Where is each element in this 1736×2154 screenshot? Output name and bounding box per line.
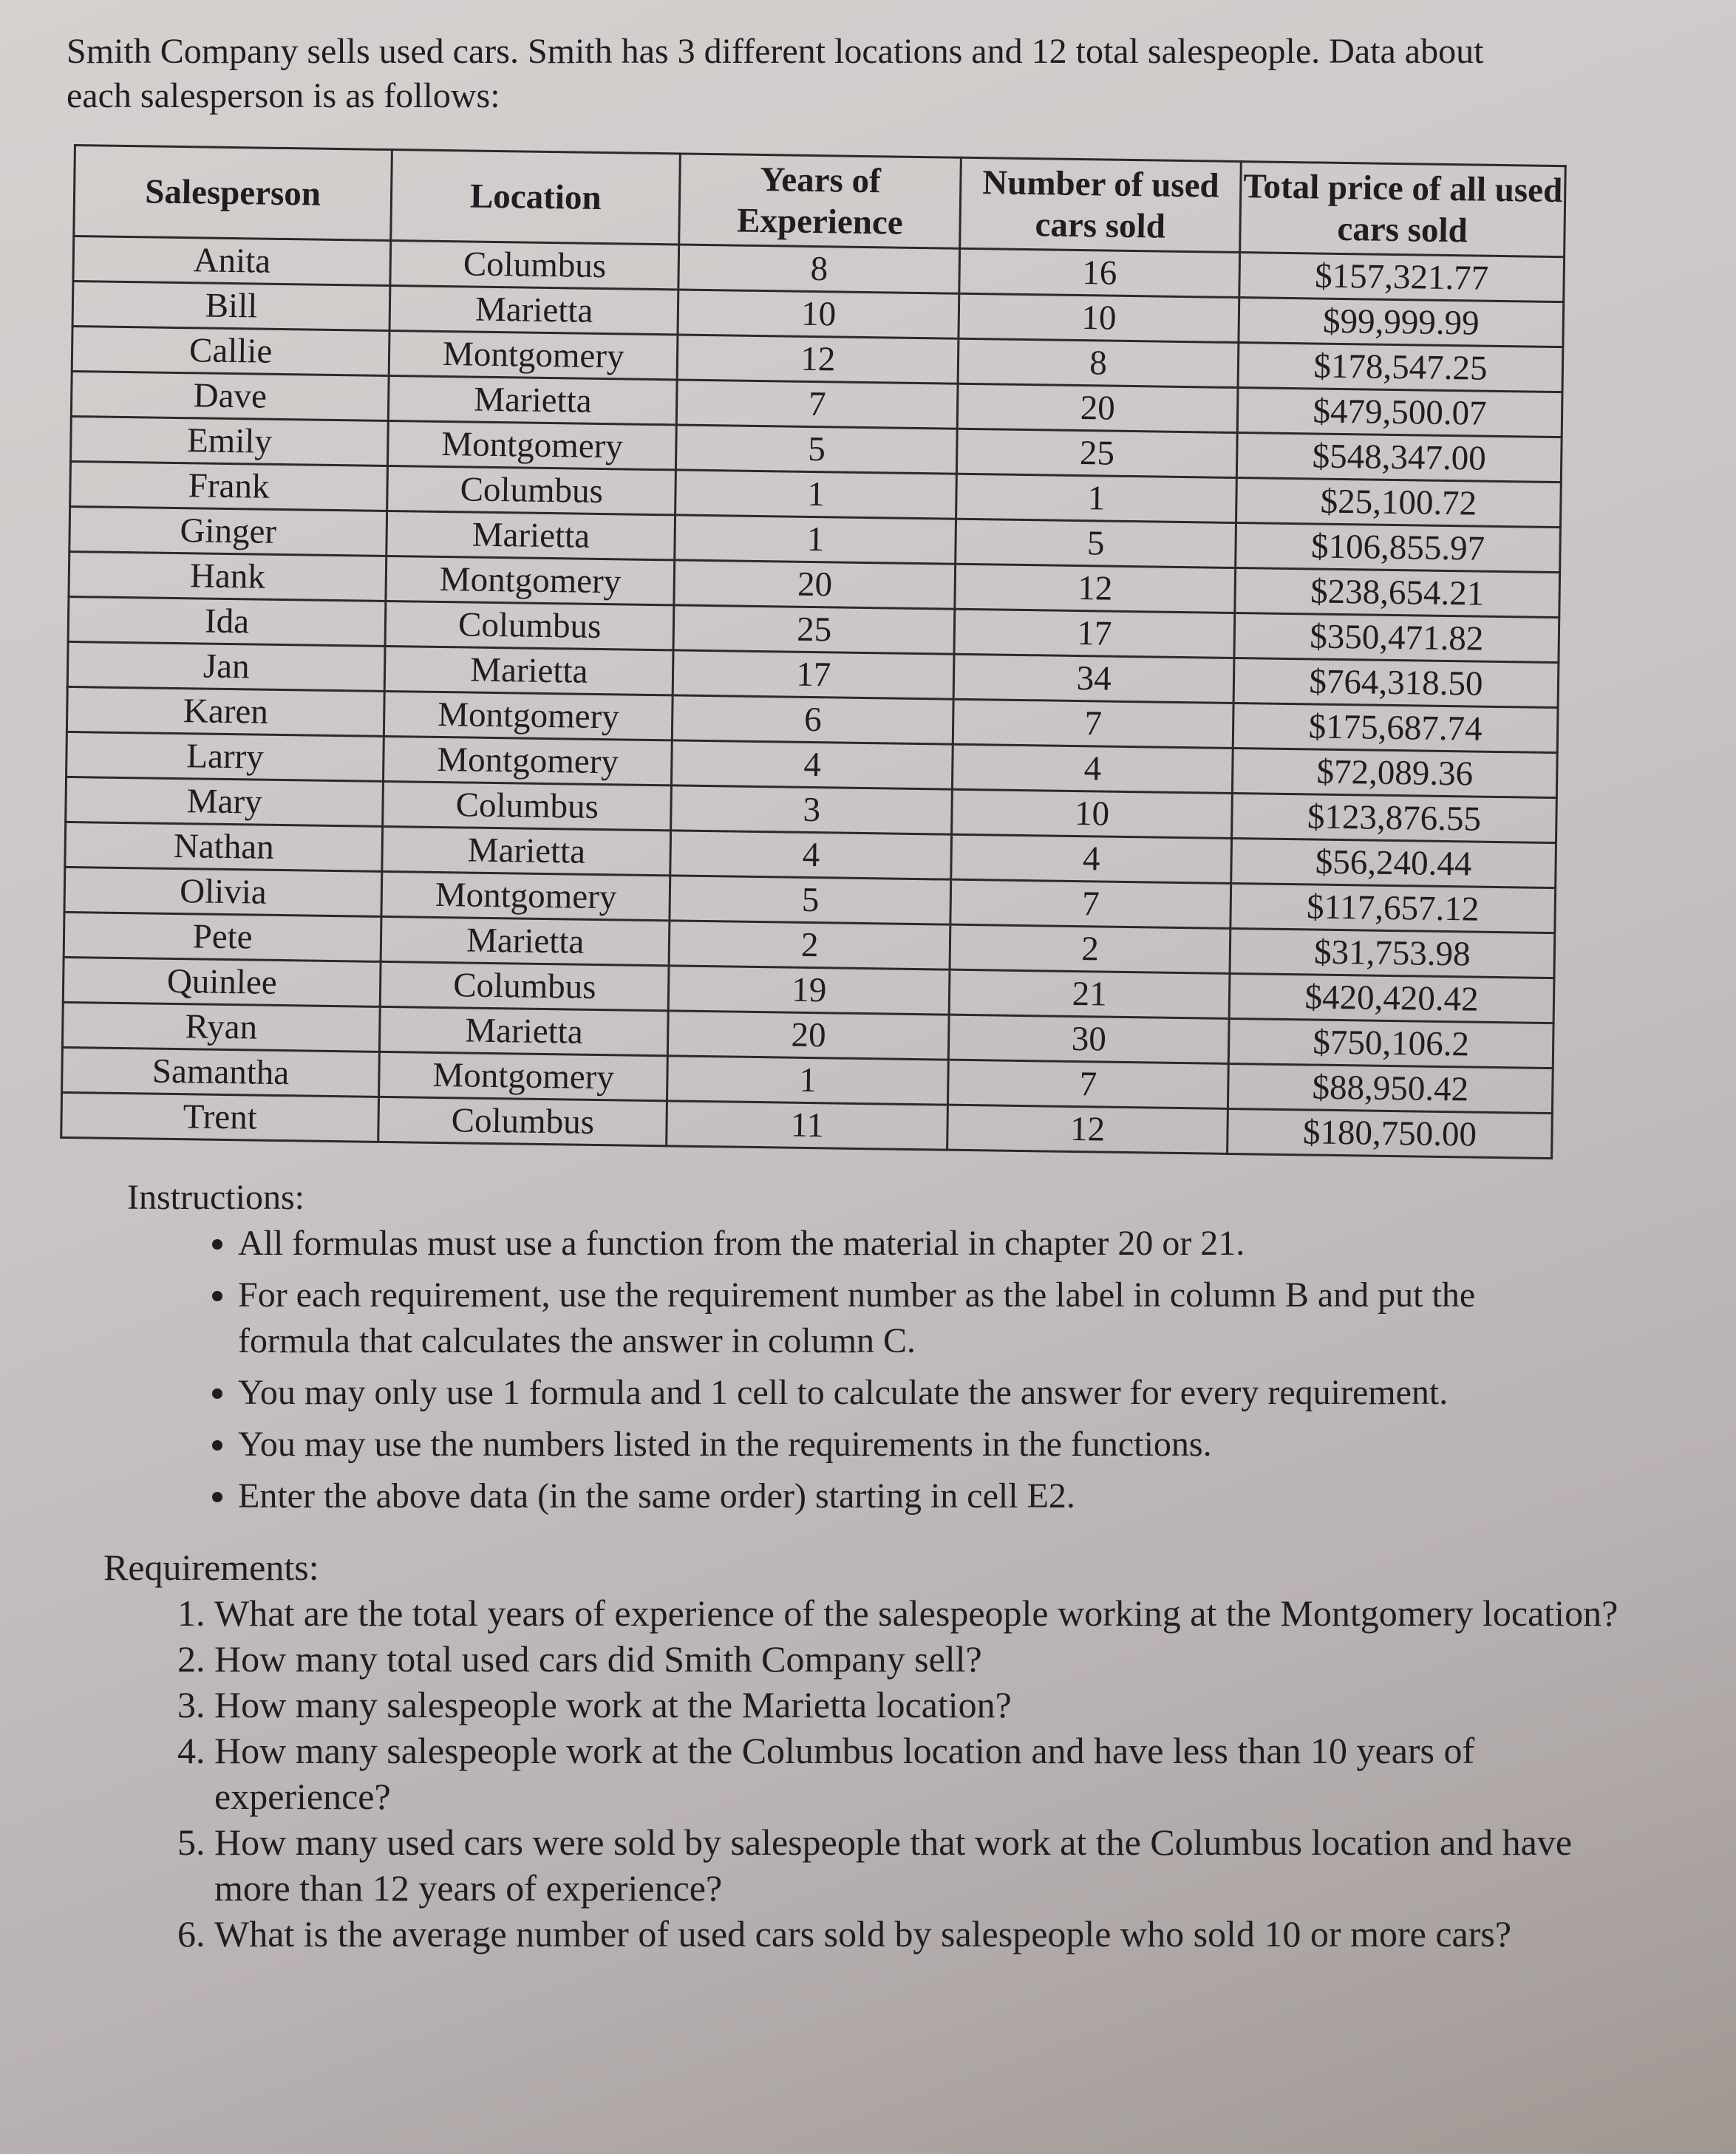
cell-cars-sold: 20 <box>957 384 1238 432</box>
cell-location: Marietta <box>389 375 678 424</box>
instructions-section <box>127 1175 1568 1525</box>
cell-years: 10 <box>678 290 959 338</box>
cell-total-price: $750,106.2 <box>1228 1018 1553 1068</box>
cell-total-price: $56,240.44 <box>1231 838 1556 887</box>
cell-cars-sold: 1 <box>956 474 1237 522</box>
cell-years: 4 <box>672 740 953 789</box>
cell-total-price: $31,753.98 <box>1230 928 1555 978</box>
cell-years: 12 <box>677 335 959 384</box>
cell-total-price: $548,347.00 <box>1236 433 1562 483</box>
cell-cars-sold: 12 <box>947 1105 1228 1153</box>
cell-location: Columbus <box>387 466 676 514</box>
intro-paragraph: Smith Company sells used cars. Smith has 3 different locations and 12 total salespeople. Data about each salesperson is as follows: <box>67 32 1484 115</box>
instruction-item: • You may only use 1 formula and 1 cell to calculate the answer for every requirement. <box>238 1370 1568 1416</box>
cell-total-price: $123,876.55 <box>1232 793 1557 842</box>
cell-total-price: $25,100.72 <box>1236 478 1562 528</box>
requirements-list <box>103 1590 1618 1957</box>
instruction-item: • Enter the above data (in the same order) starting in cell E2. <box>238 1473 1568 1519</box>
cell-cars-sold: 7 <box>953 699 1234 748</box>
cell-cars-sold: 12 <box>955 564 1236 613</box>
header-years-experience: Years of Experience <box>679 154 961 248</box>
cell-location: Marietta <box>380 1006 669 1055</box>
cell-salesperson: Dave <box>71 371 389 420</box>
cell-cars-sold: 21 <box>949 969 1230 1018</box>
cell-years: 20 <box>668 1011 950 1060</box>
cell-cars-sold: 16 <box>959 248 1240 297</box>
cell-total-price: $420,420.42 <box>1229 973 1554 1023</box>
cell-cars-sold: 8 <box>958 338 1239 387</box>
cell-salesperson: Nathan <box>65 822 383 871</box>
cell-location: Marietta <box>381 916 670 965</box>
cell-location: Columbus <box>383 781 672 830</box>
cell-salesperson: Ryan <box>62 1002 380 1052</box>
cell-location: Montgomery <box>381 871 670 920</box>
cell-cars-sold: 7 <box>948 1060 1229 1108</box>
cell-years: 7 <box>677 380 959 429</box>
cell-cars-sold: 7 <box>950 879 1231 928</box>
cell-salesperson: Callie <box>72 326 389 375</box>
cell-cars-sold: 10 <box>952 789 1233 838</box>
requirement-item: 4. How many salespeople work at the Columbus location and have less than 10 years of experience? <box>214 1728 1618 1819</box>
cell-salesperson: Ginger <box>69 506 387 556</box>
cell-location: Montgomery <box>379 1052 668 1100</box>
instruction-item: • You may use the numbers listed in the requirements in the functions. <box>238 1422 1568 1468</box>
cell-years: 1 <box>675 515 956 564</box>
header-location: Location <box>391 150 681 245</box>
requirement-item: 5. How many used cars were sold by salespeople that work at the Columbus location and have more than 12 years of experience? <box>214 1819 1618 1911</box>
cell-years: 17 <box>673 650 954 699</box>
cell-salesperson: Olivia <box>64 867 382 916</box>
cell-location: Montgomery <box>384 736 673 785</box>
cell-location: Montgomery <box>386 556 675 604</box>
cell-cars-sold: 34 <box>953 654 1234 703</box>
cell-salesperson: Frank <box>70 461 388 511</box>
cell-years: 19 <box>669 966 950 1015</box>
cell-years: 3 <box>671 785 953 834</box>
cell-years: 20 <box>674 560 956 609</box>
requirements-title: Requirements: <box>103 1547 319 1588</box>
cell-years: 11 <box>667 1101 948 1150</box>
cell-years: 1 <box>667 1056 949 1105</box>
cell-location: Marietta <box>384 646 673 695</box>
cell-salesperson: Mary <box>66 777 384 826</box>
requirement-item: 3. How many salespeople work at the Marietta location? <box>214 1682 1618 1728</box>
cell-cars-sold: 10 <box>959 293 1239 342</box>
cell-years: 6 <box>673 695 954 744</box>
instructions-title: Instructions: <box>127 1178 304 1217</box>
cell-total-price: $106,855.97 <box>1236 523 1561 573</box>
cell-total-price: $88,950.42 <box>1228 1063 1553 1113</box>
cell-total-price: $238,654.21 <box>1235 568 1560 617</box>
cell-location: Marietta <box>387 511 675 559</box>
cell-cars-sold: 17 <box>954 609 1235 658</box>
instructions-list <box>127 1221 1568 1519</box>
cell-total-price: $99,999.99 <box>1239 298 1564 347</box>
cell-years: 2 <box>669 921 950 969</box>
cell-location: Columbus <box>385 601 674 650</box>
cell-salesperson: Larry <box>67 732 384 781</box>
cell-total-price: $157,321.77 <box>1239 253 1565 302</box>
requirement-item: 1. What are the total years of experience of the salespeople working at the Montgomery location? <box>214 1590 1618 1636</box>
cell-years: 1 <box>675 470 957 519</box>
cell-years: 25 <box>673 605 955 654</box>
cell-location: Marietta <box>382 826 671 875</box>
cell-location: Montgomery <box>384 691 673 740</box>
header-salesperson: Salesperson <box>74 146 392 241</box>
cell-cars-sold: 4 <box>953 744 1233 793</box>
cell-cars-sold: 5 <box>956 519 1236 568</box>
header-total-price: Total price of all used cars sold <box>1240 162 1566 257</box>
cell-total-price: $350,471.82 <box>1234 613 1559 662</box>
cell-location: Montgomery <box>389 330 678 379</box>
instruction-item: • For each requirement, use the requirement number as the label in column B and put the formula that calculates the answer in column C. <box>238 1272 1568 1364</box>
cell-cars-sold: 2 <box>950 924 1230 973</box>
cell-salesperson: Karen <box>67 686 384 736</box>
cell-salesperson: Jan <box>67 641 385 691</box>
cell-years: 5 <box>676 425 958 474</box>
cell-salesperson: Hank <box>69 551 387 601</box>
cell-location: Columbus <box>378 1097 667 1145</box>
cell-salesperson: Quinlee <box>63 957 381 1006</box>
cell-location: Marietta <box>389 285 678 334</box>
cell-location: Columbus <box>390 241 679 290</box>
cell-years: 5 <box>670 876 951 924</box>
cell-location: Montgomery <box>388 420 677 469</box>
cell-total-price: $175,687.74 <box>1233 703 1558 752</box>
cell-salesperson: Pete <box>64 912 381 961</box>
requirement-item: 2. How many total used cars did Smith Company sell? <box>214 1636 1618 1682</box>
cell-salesperson: Bill <box>72 282 390 331</box>
requirements-section <box>103 1544 1618 1957</box>
cell-total-price: $72,089.36 <box>1232 748 1557 797</box>
cell-years: 4 <box>670 831 952 879</box>
cell-salesperson: Samantha <box>62 1047 380 1097</box>
table-body <box>61 236 1565 1159</box>
cell-cars-sold: 25 <box>957 429 1238 477</box>
cell-cars-sold: 4 <box>951 834 1232 883</box>
cell-total-price: $178,547.25 <box>1238 343 1563 392</box>
cell-salesperson: Emily <box>71 416 389 466</box>
header-cars-sold: Number of used cars sold <box>960 157 1241 252</box>
cell-total-price: $764,318.50 <box>1233 658 1559 707</box>
salesperson-table <box>60 144 1567 1159</box>
requirement-item: 6. What is the average number of used cars sold by salespeople who sold 10 or more cars? <box>214 1911 1618 1957</box>
cell-cars-sold: 30 <box>949 1015 1230 1063</box>
cell-total-price: $180,750.00 <box>1228 1108 1553 1158</box>
cell-years: 8 <box>678 245 960 293</box>
cell-total-price: $479,500.07 <box>1237 388 1562 437</box>
cell-location: Columbus <box>380 961 669 1010</box>
cell-salesperson: Trent <box>61 1092 379 1142</box>
cell-salesperson: Anita <box>73 236 391 286</box>
instruction-item: • All formulas must use a function from the material in chapter 20 or 21. <box>238 1221 1568 1267</box>
cell-total-price: $117,657.12 <box>1230 883 1556 933</box>
cell-salesperson: Ida <box>68 596 386 646</box>
